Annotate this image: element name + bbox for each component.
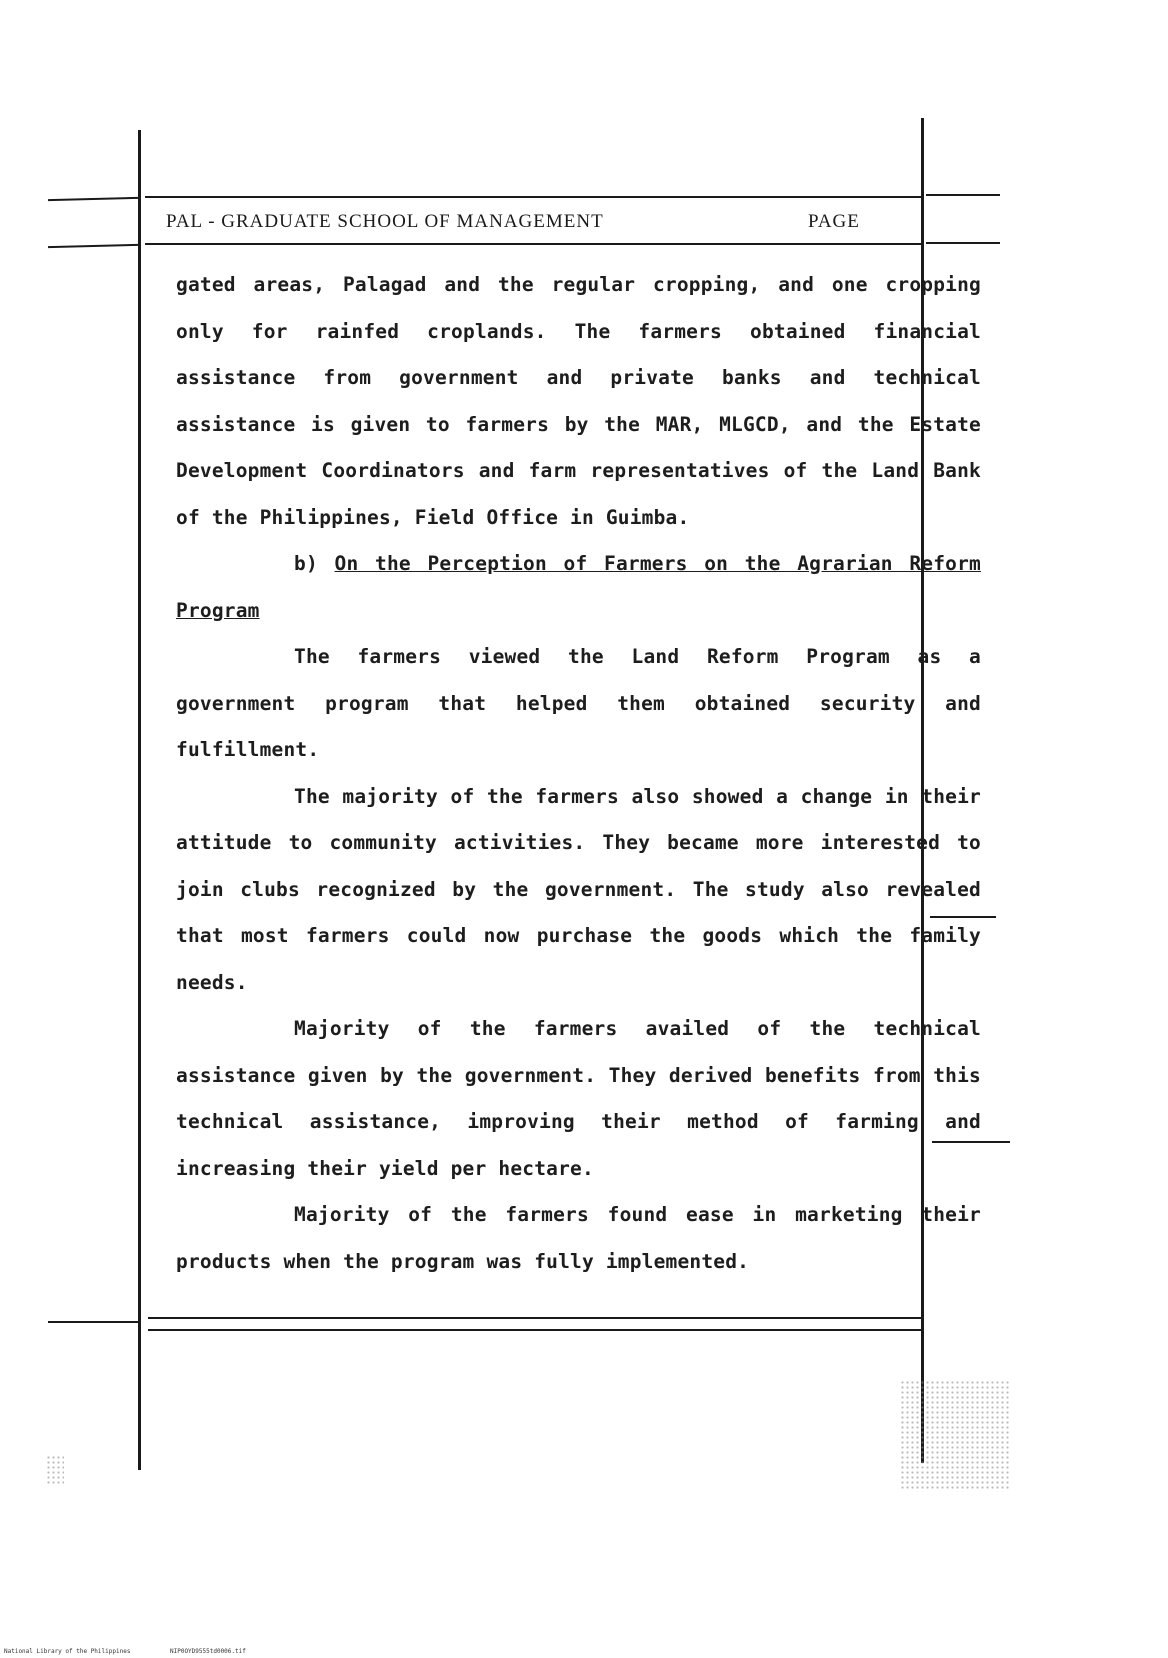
left-tick-header (48, 244, 138, 248)
footer-library-label: National Library of the Philippines (4, 1648, 131, 1655)
section-heading (176, 541, 981, 634)
body-text (176, 262, 981, 1285)
footer-file-id: NIP0OYD9555td0006.tif (170, 1648, 246, 1655)
header-institution: PAL - GRADUATE SCHOOL OF MANAGEMENT (166, 211, 604, 232)
footer-rule-top (148, 1317, 923, 1319)
scan-noise-bottom-right (900, 1380, 1010, 1490)
paragraph-3: The majority of the farmers also showed a change in their attitude to community activities. They became more interested to join clubs recognized by the government. The study also revealed that most farmers could now purchase the goods which the family needs. (176, 784, 981, 994)
header-bottom-rule (145, 243, 921, 245)
scan-noise-bottom-left (46, 1455, 64, 1485)
header-page-label: PAGE (808, 211, 860, 232)
section-title: On the Perception of Farmers on the Agrarian Reform Program (176, 552, 981, 622)
left-margin-line (138, 130, 141, 1470)
left-tick-footer (48, 1321, 138, 1323)
paragraph-1: gated areas, Palagad and the regular cropping, and one cropping only for rainfed croplands. The farmers obtained financial assistance from government and private banks and technical assistance is given to farmers by the MAR, MLGCD, and the Estate Development Coordinators and farm representatives of the Land Bank of the Philippines, Field Office in Guimba. (176, 273, 981, 529)
paragraph-4: Majority of the farmers availed of the technical assistance given by the government. They derived benefits from this technical assistance, improving their method of farming and increasing their yield per hectare. (176, 1017, 981, 1180)
right-tick-header (926, 242, 1000, 244)
right-tick-top (926, 194, 1000, 196)
paragraph-5: Majority of the farmers found ease in marketing their products when the program was fully implemented. (176, 1203, 981, 1273)
header-top-rule (145, 196, 921, 198)
left-tick-top (48, 197, 138, 201)
paragraph-2: The farmers viewed the Land Reform Program as a government program that helped them obtained security and fulfillment. (176, 645, 981, 761)
section-marker: b) (294, 552, 318, 575)
footer-rule-bottom (148, 1329, 923, 1331)
